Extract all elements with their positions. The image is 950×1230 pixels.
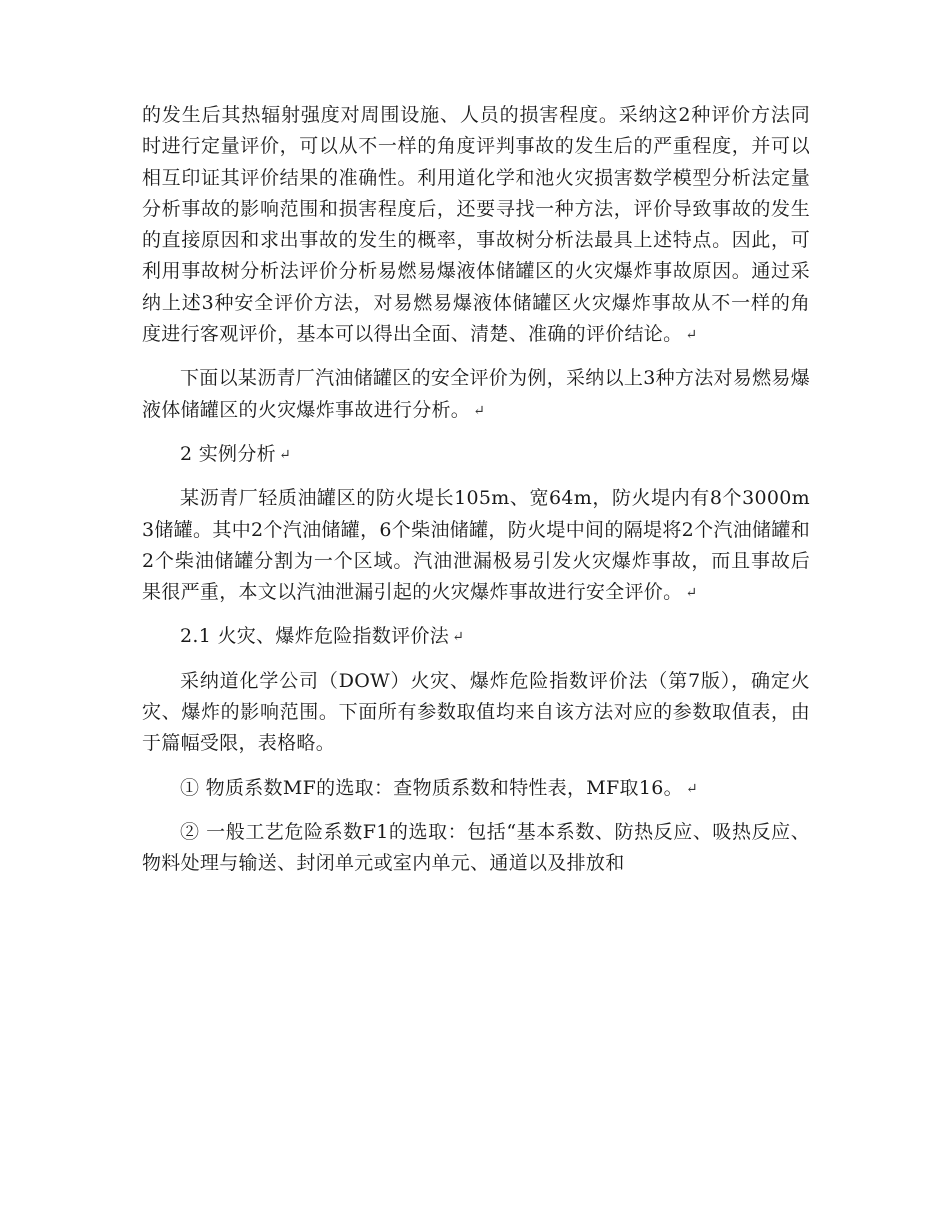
paragraph-method — [142, 666, 810, 761]
paragraph-mark-icon: ↵ — [278, 446, 291, 463]
paragraph-text: 采纳道化学公司（DOW）火灾、爆炸危险指数评价法（第7版），确定火灾、爆炸的影响范围。下面所有参数取值均来自该方法对应的参数取值表，由于篇幅受限，表格略。 — [142, 669, 810, 755]
paragraph-mark-icon: ↵ — [685, 585, 698, 602]
document-page — [142, 100, 810, 881]
paragraph-mark-icon: ↵ — [473, 402, 485, 419]
paragraph-case-description — [142, 483, 810, 609]
subsection-heading-text: 2.1 火灾、爆炸危险指数评价法 — [180, 625, 450, 648]
paragraph-example-intro — [142, 363, 810, 427]
section-heading-text: 2 实例分析 — [180, 442, 276, 465]
paragraph-text: 的发生后其热辐射强度对周围设施、人员的损害程度。采纳这2种评价方法同时进行定量评价，可以从不一样的角度评判事故的发生后的严重程度，并可以相互印证其评价结果的准确性。利用道化学和池火灾损害数学模型分析法定量分析事故的影响范围和损害程度后，还要寻找一种方法，评价导致事故的发生的直接原因和求出事故的发生的概率，事故树分析法最具上述特点。因此，可利用事故树分析法评价分析易燃易爆液体储罐区的火灾爆炸事故原因。通过采纳上述3种安全评价方法，对易燃易爆液体储罐区火灾爆炸事故从不一样的角度进行客观评价，基本可以得出全面、清楚、准确的评价结论。 — [142, 104, 810, 346]
list-item-text: ② 一般工艺危险系数F1的选取：包括“基本系数、防热反应、吸热反应、物料处理与输送、封闭单元或室内单元、通道以及排放和 — [142, 820, 810, 875]
list-item-material-factor — [142, 773, 810, 805]
paragraph-text: 下面以某沥青厂汽油储罐区的安全评价为例，采纳以上3种方法对易燃易爆液体储罐区的火灾爆炸事故进行分析。 — [142, 367, 810, 421]
list-item-text: ① 物质系数MF的选取：查物质系数和特性表，MF取16。 — [180, 776, 683, 799]
paragraph-continuation — [142, 100, 810, 351]
list-item-process-hazard — [142, 817, 810, 881]
paragraph-text: 某沥青厂轻质油罐区的防火堤长105m、宽64m，防火堤内有8个3000m3储罐。其中2个汽油储罐，6个柴油储罐，防火堤中间的隔堤将2个汽油储罐和2个柴油储罐分割为一个区域。汽油泄漏极易引发火灾爆炸事故，而且事故后果很严重，本文以汽油泄漏引起的火灾爆炸事故进行安全评价。 — [142, 487, 810, 604]
paragraph-mark-icon: ↵ — [685, 327, 698, 344]
paragraph-mark-icon: ↵ — [452, 629, 464, 646]
subsection-heading — [142, 621, 810, 653]
paragraph-mark-icon: ↵ — [685, 780, 698, 797]
section-heading — [142, 439, 810, 471]
